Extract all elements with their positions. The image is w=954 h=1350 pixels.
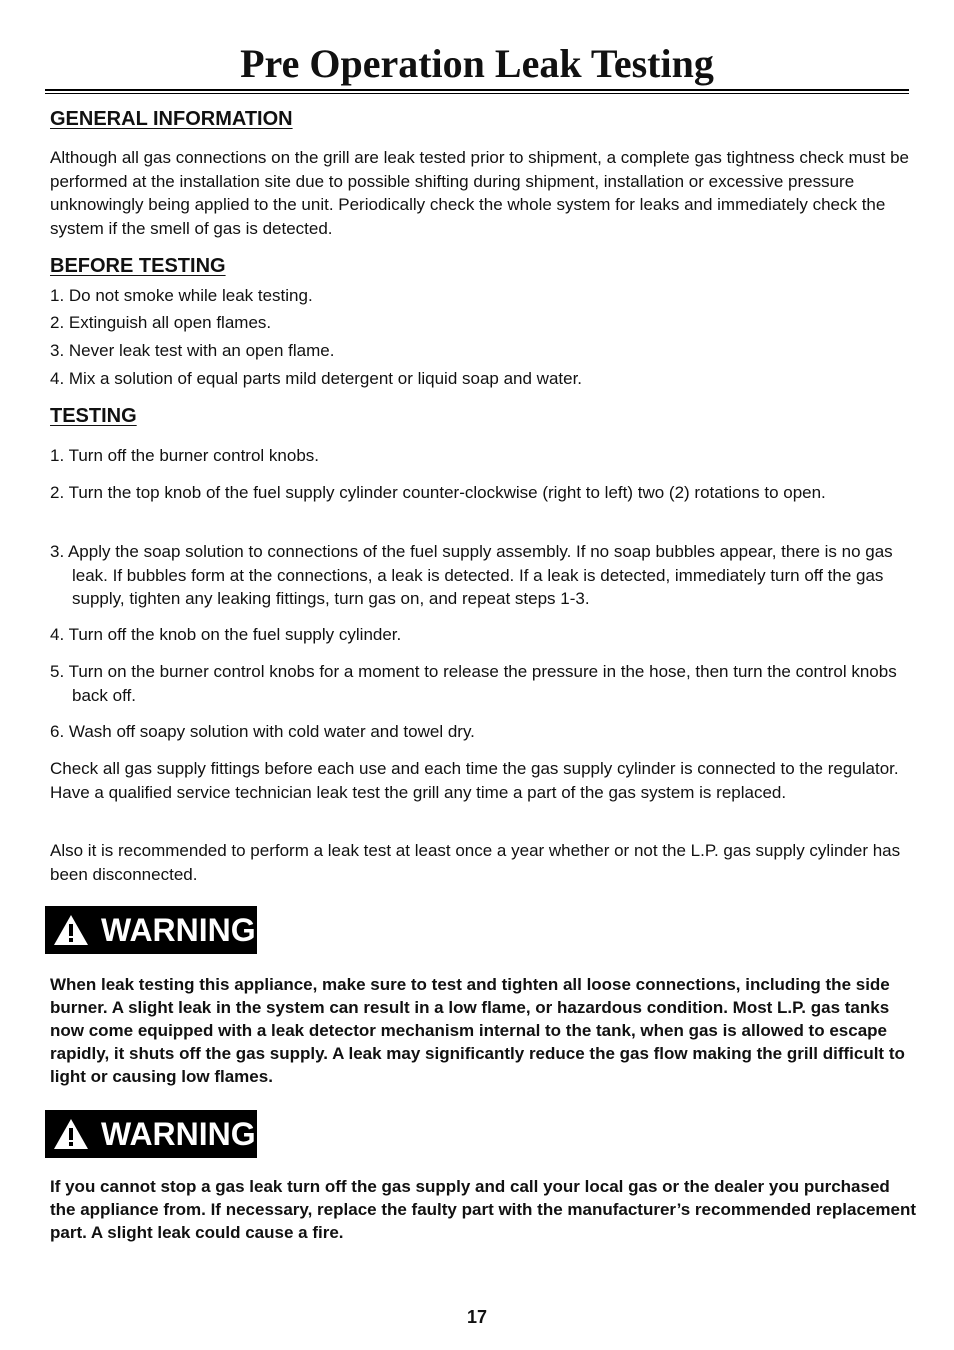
testing-note: Check all gas supply fittings before each use and each time the gas supply cylinder is connected to the regulator. Have a qualified service technician leak test the grill any time a part of the gas system is replaced. — [50, 759, 899, 802]
before-testing-item: 3. Never leak test with an open flame. — [50, 341, 335, 360]
before-testing-item: 1. Do not smoke while leak testing. — [50, 286, 313, 305]
warning-triangle-icon — [53, 1118, 89, 1150]
testing-step: 4. Turn off the knob on the fuel supply cylinder. — [50, 625, 402, 644]
warning-triangle-icon — [53, 914, 89, 946]
title-rule-thin — [45, 93, 909, 94]
warning-text: If you cannot stop a gas leak turn off the gas supply and call your local gas or the dealer you purchased the appliance from. If necessary, replace the faulty part with the manufacturer’s recommended replacement part. A slight leak could cause a fire. — [50, 1177, 917, 1242]
general-information-text: Although all gas connections on the grill are leak tested prior to shipment, a complete gas tightness check must be performed at the installation site due to possible shifting during shipment, installation or excessive pressure unknowingly being applied to the unit. Periodically check the whole system for leaks and immediately check the system if the smell of gas is detected. — [50, 148, 909, 238]
testing-heading: TESTING — [50, 405, 137, 427]
warning-label: WARNING — [101, 1116, 256, 1152]
before-testing-item: 4. Mix a solution of equal parts mild detergent or liquid soap and water. — [50, 369, 583, 388]
page-number: 17 — [466, 1307, 488, 1327]
testing-note: Also it is recommended to perform a leak test at least once a year whether or not the L.P. gas supply cylinder has been disconnected. — [50, 841, 901, 884]
warning-banner — [45, 906, 257, 954]
warning-label: WARNING — [101, 912, 256, 948]
before-testing-heading: BEFORE TESTING — [50, 255, 226, 277]
testing-step: 6. Wash off soapy solution with cold water and towel dry. — [50, 722, 475, 741]
testing-step: 5. Turn on the burner control knobs for a moment to release the pressure in the hose, then turn the control knobs back off. — [50, 662, 897, 705]
testing-step: 3. Apply the soap solution to connections of the fuel supply assembly. If no soap bubbles appear, there is no gas leak. If bubbles form at the connections, a leak is detected. If a leak is detected, immediately turn off the gas supply, tighten any leaking fittings, turn gas on, and repeat steps 1-3. — [50, 542, 893, 608]
testing-step: 1. Turn off the burner control knobs. — [50, 446, 320, 465]
page-title: Pre Operation Leak Testing — [240, 41, 714, 86]
warning-text: When leak testing this appliance, make sure to test and tighten all loose connections, including the side burner. A slight leak in the system can result in a low flame, or hazardous condition. Most L.P. gas tanks now come equipped with a leak detector mechanism internal to the tank, when gas is allowed to escape rapidly, it shuts off the gas supply. A leak may significantly reduce the gas flow making the grill difficult to light or causing low flames. — [50, 975, 905, 1086]
before-testing-item: 2. Extinguish all open flames. — [50, 313, 272, 332]
warning-banner — [45, 1110, 257, 1158]
testing-step: 2. Turn the top knob of the fuel supply cylinder counter-clockwise (right to left) two (2) rotations to open. — [50, 483, 826, 502]
general-information-heading: GENERAL INFORMATION — [50, 108, 293, 130]
title-rule-thick — [45, 89, 909, 91]
